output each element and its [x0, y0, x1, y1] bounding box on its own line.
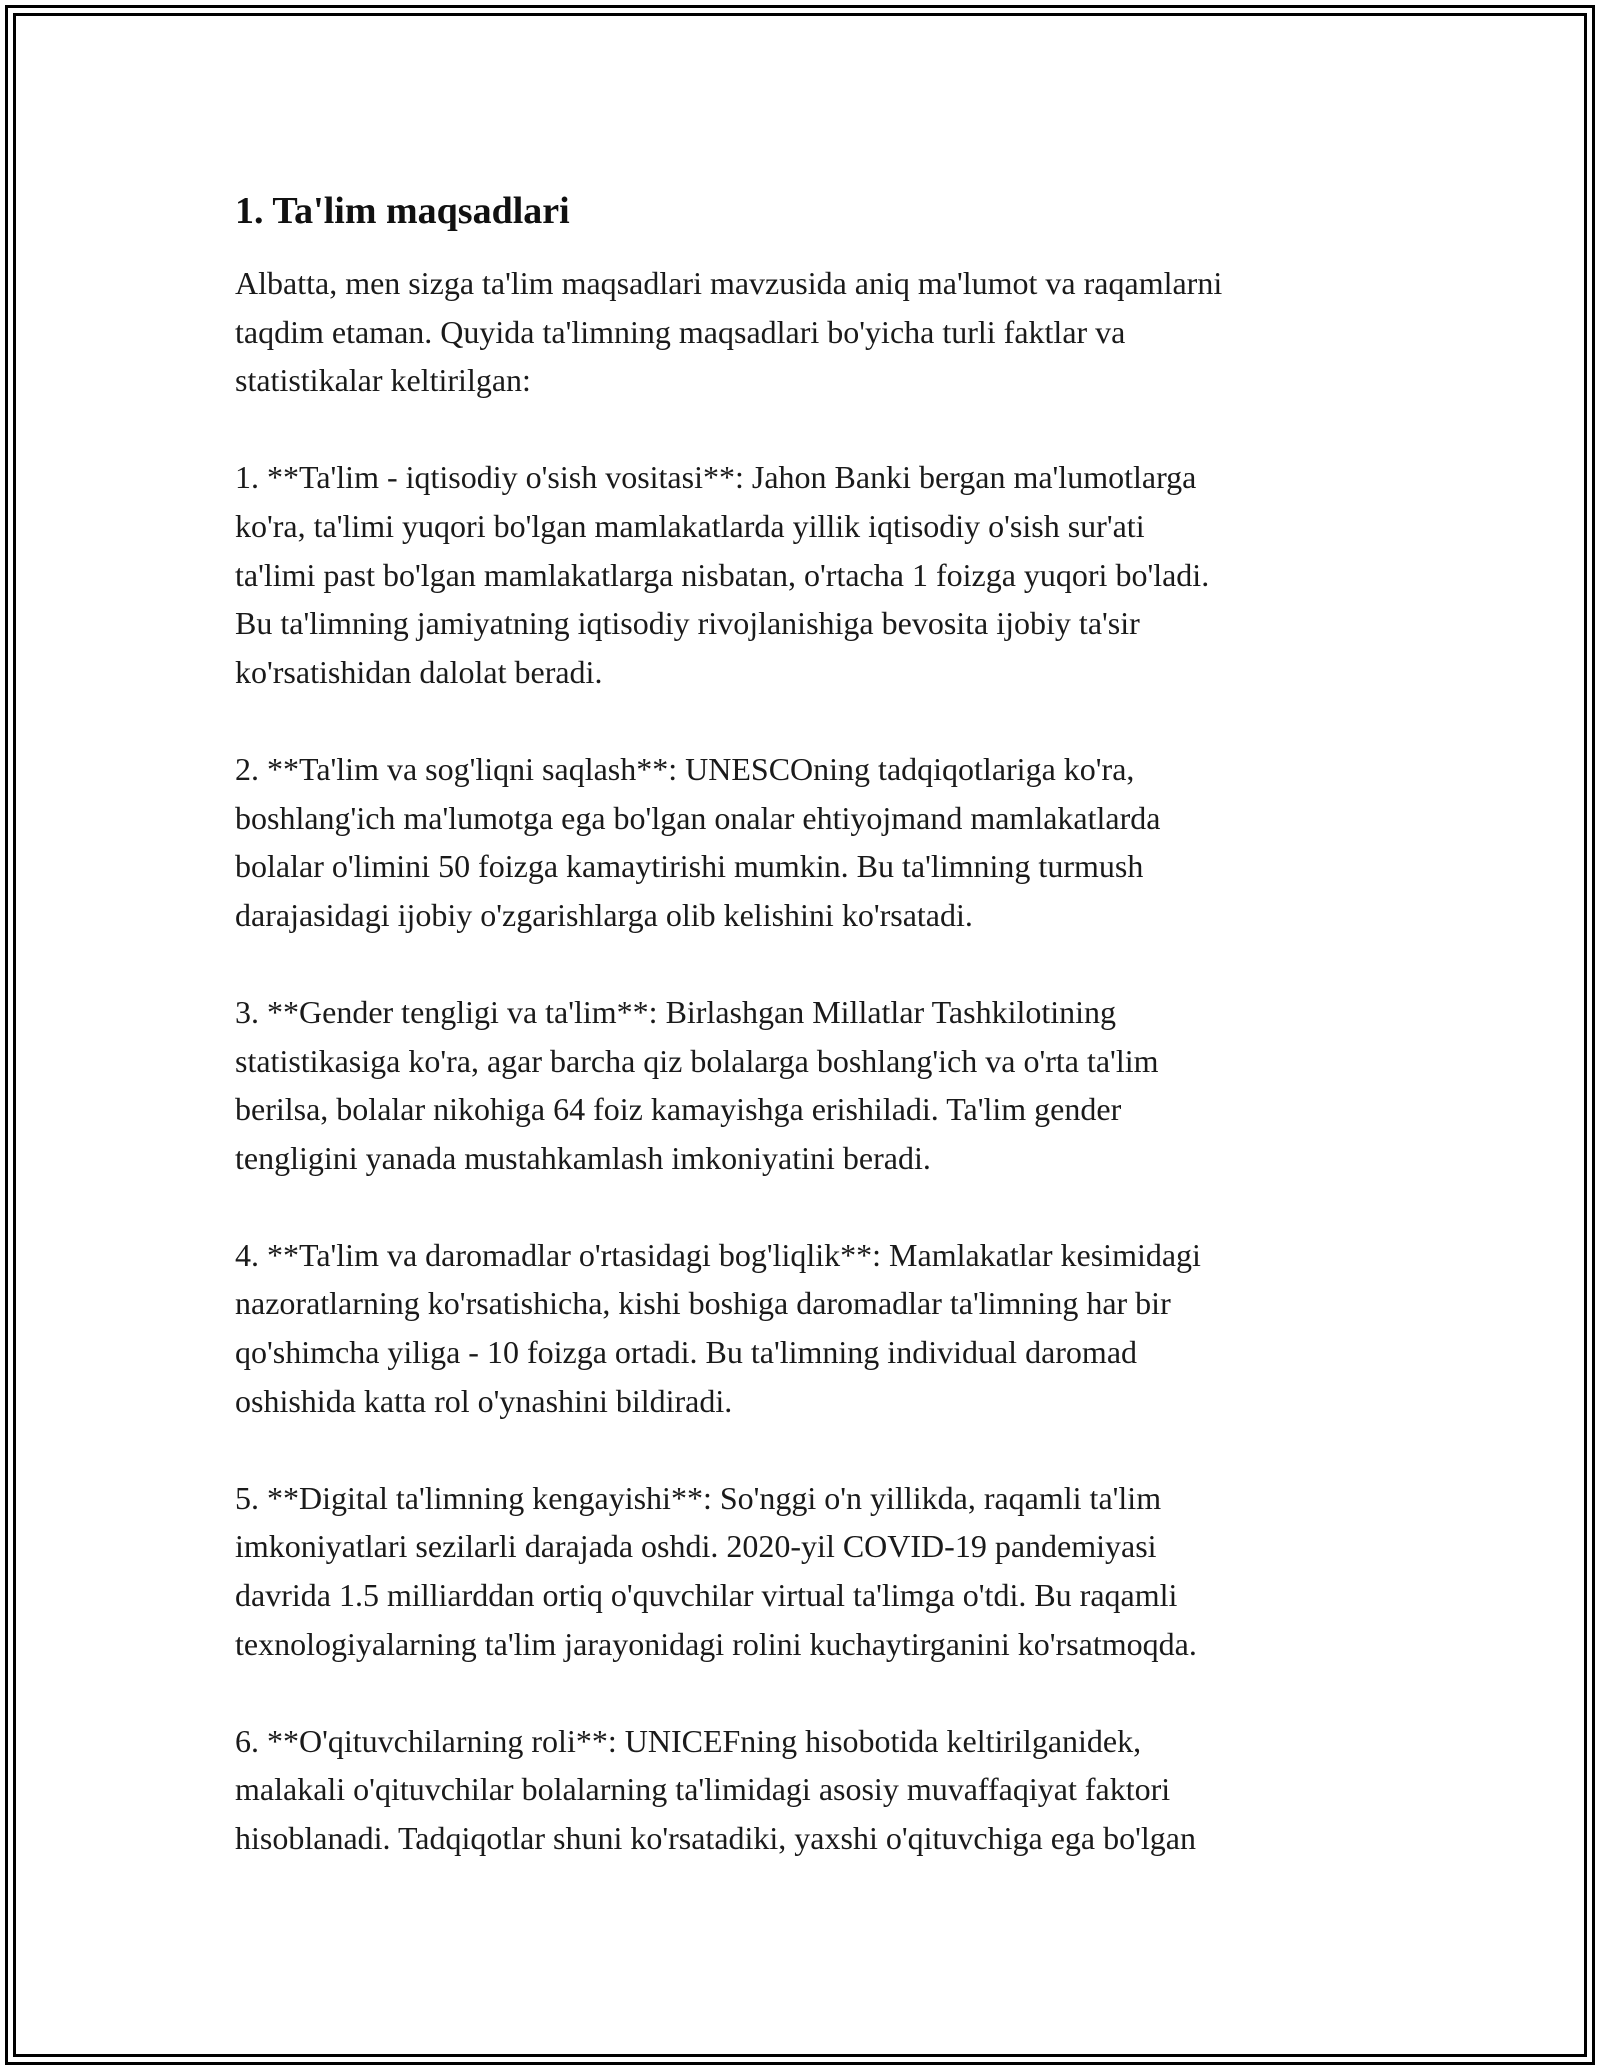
list-item-1 — [235, 453, 1385, 696]
text-line: ko'rsatishidan dalolat beradi. — [235, 653, 603, 690]
text-line: ko'ra, ta'limi yuqori bo'lgan mamlakatlarda yillik iqtisodiy o'sish sur'ati — [235, 507, 1145, 544]
text-line: darajasidagi ijobiy o'zgarishlarga olib kelishini ko'rsatadi. — [235, 896, 973, 933]
text-line: qo'shimcha yiliga - 10 foizga ortadi. Bu ta'limning individual daromad — [235, 1334, 1138, 1371]
text-line: 5. **Digital ta'limning kengayishi**: So'nggi o'n yillikda, raqamli ta'lim — [235, 1479, 1162, 1516]
text-line: 6. **O'qituvchilarning roli**: UNICEFning hisobotida keltirilganidek, — [235, 1722, 1142, 1759]
text-line: statistikalar keltirilgan: — [235, 362, 531, 399]
list-item-3 — [235, 988, 1385, 1182]
text-line: Bu ta'limning jamiyatning iqtisodiy rivojlanishiga bevosita ijobiy ta'sir — [235, 605, 1140, 642]
text-line: berilsa, bolalar nikohiga 64 foiz kamayishga erishiladi. Ta'lim gender — [235, 1091, 1122, 1128]
list-item-6 — [235, 1717, 1385, 1863]
text-line: 4. **Ta'lim va daromadlar o'rtasidagi bog'liqlik**: Mamlakatlar kesimidagi — [235, 1236, 1201, 1273]
text-line: taqdim etaman. Quyida ta'limning maqsadlari bo'yicha turli faktlar va — [235, 313, 1126, 350]
document-body — [235, 185, 1385, 1911]
text-line: tengligini yanada mustahkamlash imkoniyatini beradi. — [235, 1139, 931, 1176]
text-line: ta'limi past bo'lgan mamlakatlarga nisbatan, o'rtacha 1 foizga yuqori bo'ladi. — [235, 556, 1210, 593]
text-line: 3. **Gender tengligi va ta'lim**: Birlashgan Millatlar Tashkilotining — [235, 993, 1117, 1030]
document-title: 1. Ta'lim maqsadlari — [235, 190, 570, 232]
text-line: statistikasiga ko'ra, agar barcha qiz bolalarga boshlang'ich va o'rta ta'lim — [235, 1042, 1159, 1079]
list-item-5 — [235, 1474, 1385, 1668]
text-line: bolalar o'limini 50 foizga kamaytirishi mumkin. Bu ta'limning turmush — [235, 848, 1144, 885]
list-item-2 — [235, 745, 1385, 939]
list-item-4 — [235, 1231, 1385, 1425]
text-line: 1. **Ta'lim - iqtisodiy o'sish vositasi**: Jahon Banki bergan ma'lumotlarga — [235, 459, 1197, 496]
text-line: Albatta, men sizga ta'lim maqsadlari mavzusida aniq ma'lumot va raqamlarni — [235, 265, 1223, 301]
text-line: hisoblanadi. Tadqiqotlar shuni ko'rsatadiki, yaxshi o'qituvchiga ega bo'lgan — [235, 1820, 1196, 1856]
text-line: oshishida katta rol o'ynashini bildiradi. — [235, 1382, 733, 1419]
intro-paragraph — [235, 259, 1385, 405]
text-line: imkoniyatlari sezilarli darajada oshdi. 2020-yil COVID-19 pandemiyasi — [235, 1528, 1157, 1565]
text-line: nazoratlarning ko'rsatishicha, kishi boshiga daromadlar ta'limning har bir — [235, 1285, 1171, 1322]
text-line: boshlang'ich ma'lumotga ega bo'lgan onalar ehtiyojmand mamlakatlarda — [235, 799, 1161, 836]
text-line: texnologiyalarning ta'lim jarayonidagi rolini kuchaytirganini ko'rsatmoqda. — [235, 1625, 1197, 1662]
text-line: 2. **Ta'lim va sog'liqni saqlash**: UNESCOning tadqiqotlariga ko'ra, — [235, 750, 1135, 787]
text-line: davrida 1.5 milliarddan ortiq o'quvchilar virtual ta'limga o'tdi. Bu raqamli — [235, 1577, 1178, 1614]
text-line: malakali o'qituvchilar bolalarning ta'limidagi asosiy muvaffaqiyat faktori — [235, 1771, 1171, 1808]
